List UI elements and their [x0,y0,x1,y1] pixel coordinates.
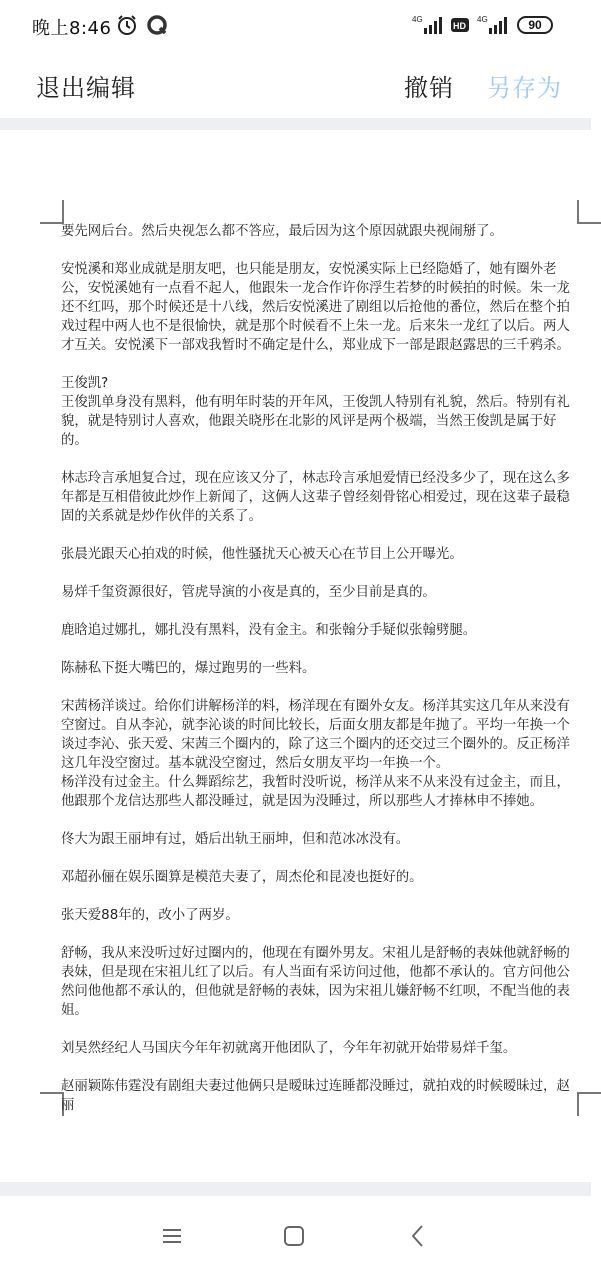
paragraph[interactable]: 陈赫私下挺大嘴巴的，爆过跑男的一些料。 [61,661,316,676]
editor-toolbar [0,52,591,118]
battery-icon [517,16,553,34]
paragraph[interactable]: 赵丽颖陈伟霆没有剧组夫妻过他俩只是暧昧过连睡都没睡过，就拍戏的时候暧昧过，赵丽 [61,1079,570,1113]
paragraph[interactable]: 张晨光跟天心拍戏的时候，他性骚扰天心被天心在节目上公开曝光。 [61,547,463,562]
alarm-clock-icon [116,14,138,40]
save-as-button[interactable]: 另存为 [487,74,562,102]
hd-label: HD [453,21,466,31]
cellular-signal-icon [412,14,446,40]
paragraph[interactable]: 易烊千玺资源很好，管虎导演的小夜是真的，至少目前是真的。 [61,585,436,600]
margin-corner-bottom-right [577,1092,601,1116]
back-icon[interactable] [404,1222,432,1250]
status-bar [0,0,591,52]
signal2-label: 4G [477,15,488,24]
battery-level: 90 [517,16,553,34]
paragraph[interactable]: 王俊凯? 王俊凯单身没有黑料，他有明年时装的开年风，王俊凯人特别有礼貌，然后。特别有礼貌，就是特别讨人喜欢，他跟关晓彤在北影的风评是两个极端，当然王俊凯是属于好的。 [61,376,570,448]
paragraph[interactable]: 林志玲言承旭复合过，现在应该又分了，林志玲言承旭爱情已经没多少了，现在这么多年都是互相借彼此炒作上新闻了，这俩人这辈子曾经刻骨铭心相爱过，现在这辈子最稳固的关系就是炒作伙伴的关系了。 [61,471,570,524]
document-body[interactable] [61,222,575,1113]
paragraph[interactable]: 张天爱88年的，改小了两岁。 [61,908,239,923]
paragraph[interactable]: 要先网后台。然后央视怎么都不答应，最后因为这个原因就跟央视闹掰了。 [61,224,503,239]
margin-corner-top-left [40,200,64,224]
app-notification-icon [146,14,168,40]
paragraph[interactable]: 鹿晗追过娜扎，娜扎没有黑料，没有金主。和张翰分手疑似张翰劈腿。 [61,623,477,638]
paragraph[interactable]: 宋茜杨洋谈过。给你们讲解杨洋的料，杨洋现在有圈外女友。杨洋其实这几年从来没有空窗过。自从李沁，就李沁谈的时间比较长，后面女朋友都是年抛了。平均一年换一个谈过李沁、张天爱、宋茜三个圈内的，除了这三个圈内的还交过三个圈外的。反正杨洋这几年没空窗过。基本就没空窗过，然后女朋友平均一年换一个。 杨洋没有过金主。什么舞蹈综艺，我暂时没听说，杨洋从来不从来没有过金主，而且，他跟那个龙信达那些人都没睡过，就是因为没睡过，所以那些人才捧林申不捧她。 [61,699,570,809]
signal1-label: 4G [412,15,423,24]
paragraph[interactable]: 刘昊然经纪人马国庆今年年初就离开他团队了，今年年初就开始带易烊千玺。 [61,1041,517,1056]
cellular-signal-2-icon [477,14,511,40]
system-navigation-bar [0,1196,591,1280]
menu-icon[interactable] [158,1222,186,1250]
document-page[interactable] [0,130,591,1182]
paragraph[interactable]: 佟大为跟王丽坤有过，婚后出轨王丽坤，但和范冰冰没有。 [61,832,410,847]
exit-edit-button[interactable]: 退出编辑 [36,74,136,102]
paragraph[interactable]: 邓超孙俪在娱乐圈算是模范夫妻了，周杰伦和昆凌也挺好的。 [61,870,423,885]
paragraph[interactable]: 安悦溪和郑业成就是朋友吧，也只能是朋友，安悦溪实际上已经隐婚了，她有圈外老公，安悦溪她有一点看不起人，他跟朱一龙合作许你浮生若梦的时候拍的时候。朱一龙还不红吗，那个时候还是十八线，然后安悦溪进了剧组以后抢他的番位，然后在整个拍戏过程中两人也不是很愉快，就是那个时候看不上朱一龙。后来朱一龙红了以后。两人才互关。安悦溪下一部戏我暂时不确定是什么，郑业成下一部是跟赵露思的三千鸦杀。 [61,262,570,353]
margin-corner-top-right [577,200,601,224]
status-time: 晚上8:46 [32,18,112,39]
paragraph[interactable]: 舒畅，我从来没听过好过圈内的，他现在有圈外男友。宋祖儿是舒畅的表妹他就舒畅的表妹，但是现在宋祖儿红了以后。有人当面有采访问过他，他都不承认的。官方问他公然问他他都不承认的，但他就是舒畅的表妹，因为宋祖儿嫌舒畅不红呗，不配当他的表姐。 [61,946,570,1018]
hd-voice-icon [450,14,470,40]
document-area[interactable] [0,118,591,1196]
home-icon[interactable] [280,1222,308,1250]
undo-button[interactable]: 撤销 [404,74,454,102]
